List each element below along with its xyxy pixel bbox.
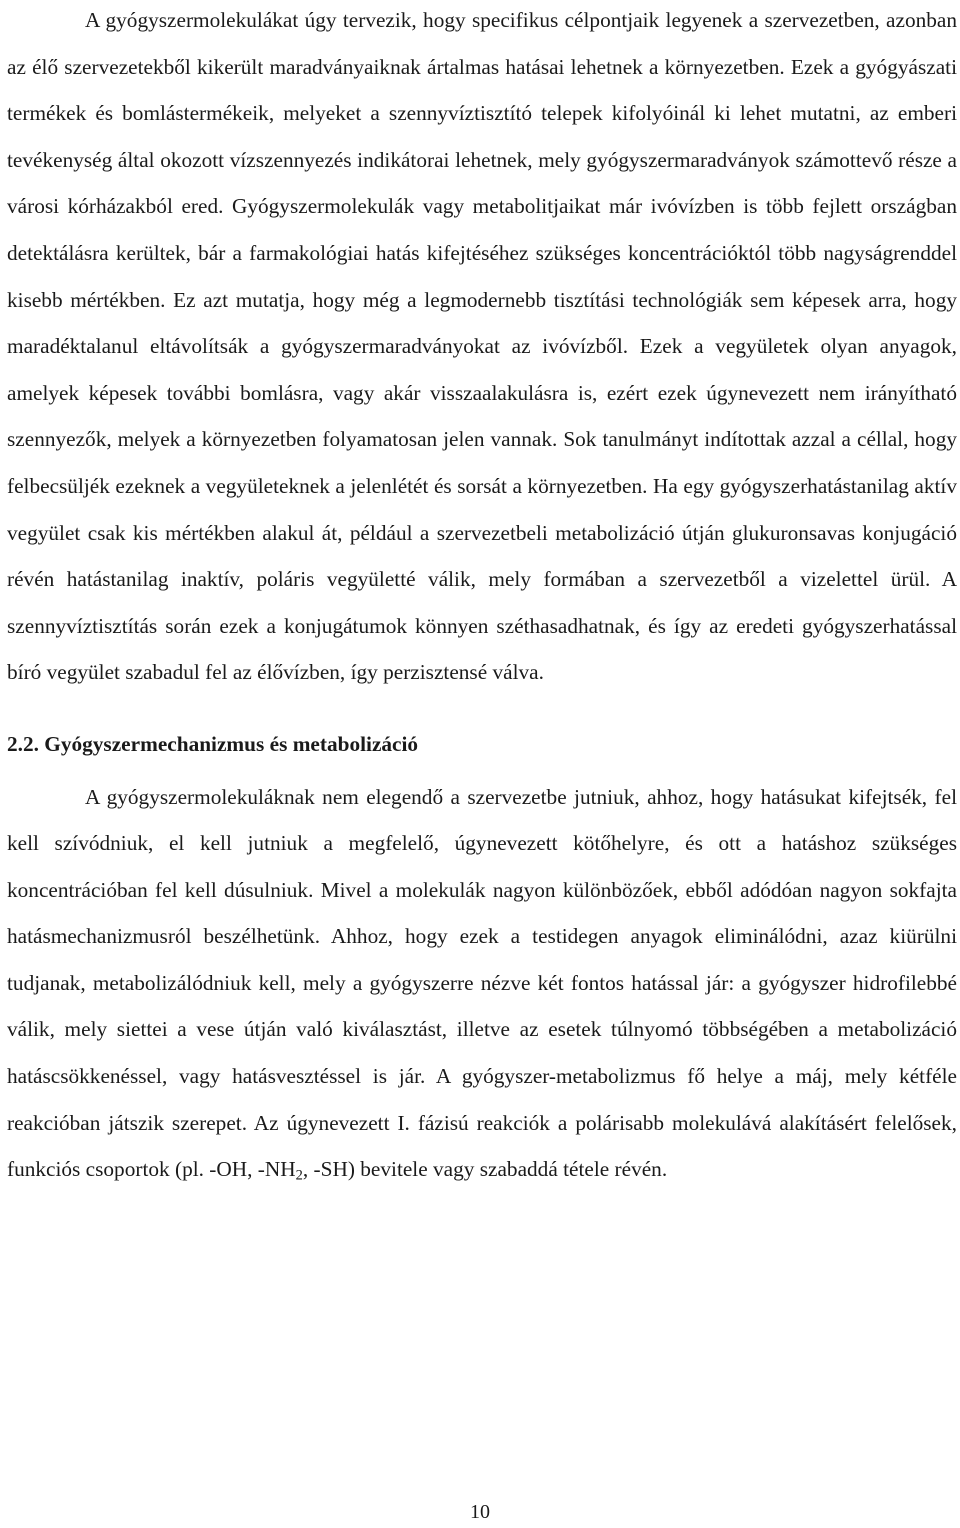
page-number: 10 xyxy=(470,1501,490,1523)
body-paragraph-1 xyxy=(7,0,957,696)
body-paragraph-2 xyxy=(7,774,957,1193)
section-heading: 2.2. Gyógyszermechanizmus és metabolizáció xyxy=(7,731,419,756)
paragraph-1-text: A gyógyszermolekulákat úgy tervezik, hogy specifikus célpontjaik legyenek a szervezetben, azonban az élő szervezetekből kikerült maradványaiknak ártalmas hatásai lehetnek a környezetben. Ezek a gyógyászati termékek és bomlástermékeik, melyeket a szennyvíztisztító telepek kifolyóinál ki lehet mutatni, az emberi tevékenység által okozott vízszennyezés indikátorai lehetnek, mely gyógyszermaradványok számottevő része a városi kórházakból ered. Gyógyszermolekulák vagy metabolitjaikat már ivóvízben is több fejlett országban detektálásra kerültek, bár a farmakológiai hatás kifejtéséhez szükséges koncentrációktól több nagyságrenddel kisebb mértékben. Ez azt mutatja, hogy még a legmodernebb tisztítási technológiák sem képesek arra, hogy maradéktalanul eltávolítsák a gyógyszermaradványokat az ivóvízből. Ezek a vegyületek olyan anyagok, amelyek képesek további bomlásra, vagy akár visszaalakulásra is, ezért ezek úgynevezett nem irányítható szennyezők, melyek a környezetben folyamatosan jelen vannak. Sok tanulmányt indítottak azzal a céllal, hogy felbecsüljék ezeknek a vegyületeknek a jelenlétét és sorsát a környezetben. Ha egy gyógyszerhatástanilag aktív vegyület csak kis mértékben alakul át, például a szervezetbeli metabolizáció útján glukuronsavas konjugáció révén hatástanilag inaktív, poláris vegyületté válik, mely formában a szervezetből a vizelettel ürül. A szennyvíztisztítás során ezek a konjugátumok könnyen széthasadhatnak, és így az eredeti gyógyszerhatással bíró vegyület szabadul fel az élővízben, így perzisztensé válva. xyxy=(7,8,957,685)
paragraph-2-text-end: , -SH) bevitele vagy szabaddá tétele révén. xyxy=(302,1157,668,1182)
paragraph-2-text: A gyógyszermolekuláknak nem elegendő a szervezetbe jutniuk, ahhoz, hogy hatásukat kifejtsék, fel kell szívódniuk, el kell jutniuk a megfelelő, úgynevezett kötőhelyre, és ott a hatáshoz szükséges koncentrációban fel kell dúsulniuk. Mivel a molekulák nagyon különbözőek, ebből adódóan nagyon sokfajta hatásmechanizmusról beszélhetünk. Ahhoz, hogy ezek a testidegen anyagok eliminálódni, azaz kiürülni tudjanak, metabolizálódniuk kell, mely a gyógyszerre nézve két fontos hatással jár: a gyógyszer hidrofilebbé válik, mely siettei a vese útján való kiválasztást, illetve az esetek túlnyomó többségében a metabolizáció hatáscsökkenéssel, vagy hatásvesztéssel is jár. A gyógyszer-metabolizmus fő helye a máj, mely kétféle reakcióban játszik szerepet. Az úgynevezett I. fázisú reakciók a polárisabb molekulává alakításért felelősek, funkciós csoportok (pl. -OH, -NH xyxy=(7,784,957,1182)
document-page xyxy=(7,0,957,1193)
subscript-text: 2 xyxy=(295,1167,303,1184)
